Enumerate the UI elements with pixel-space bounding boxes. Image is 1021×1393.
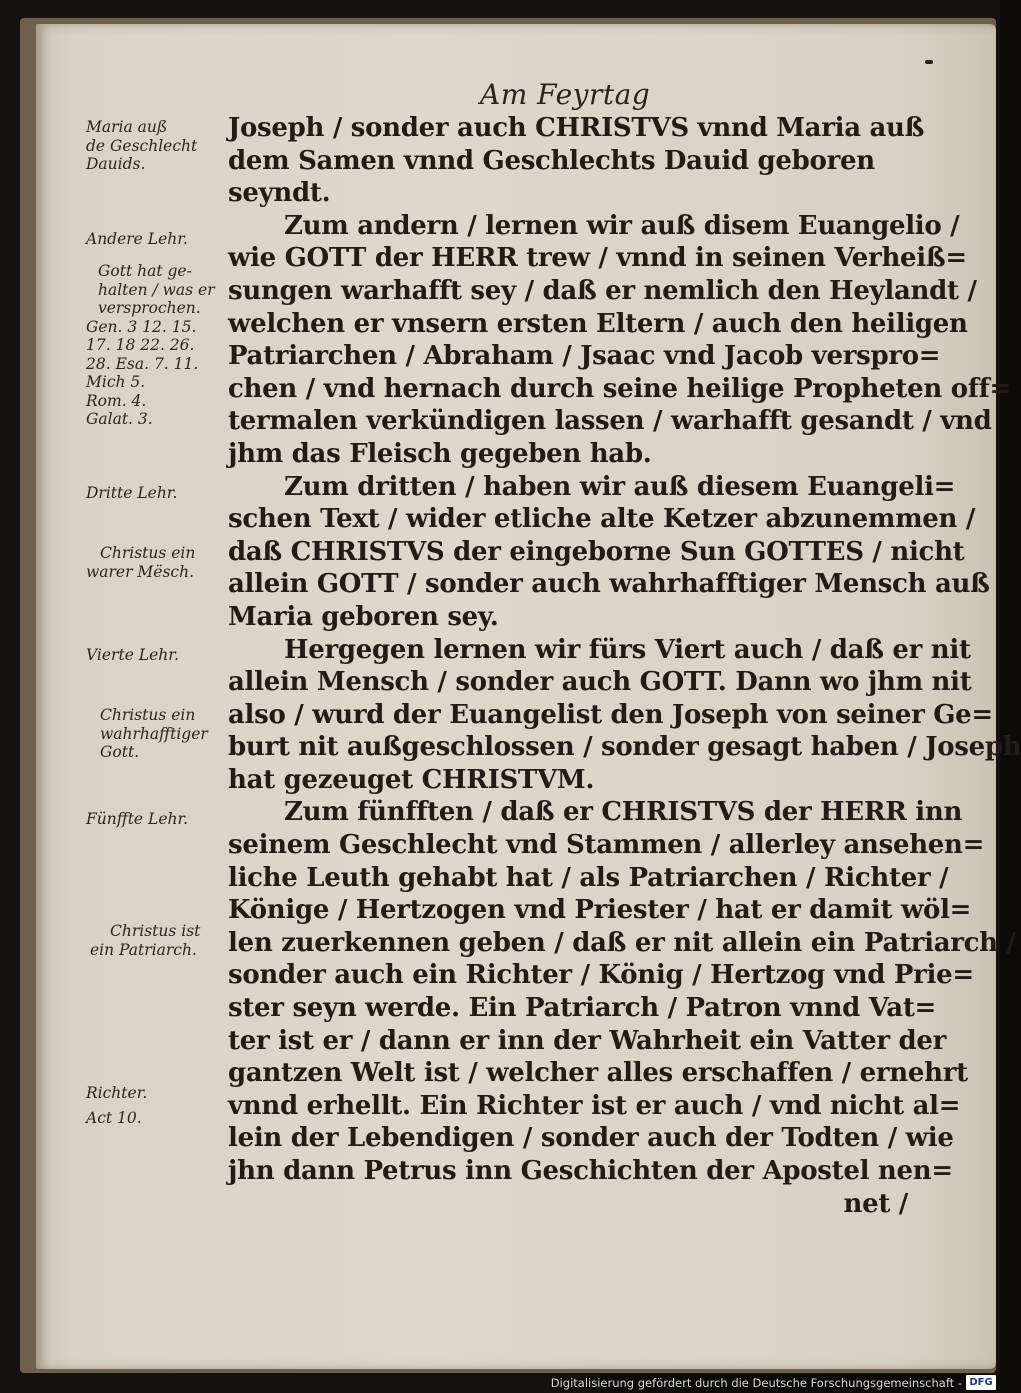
text-line: gantzen Welt ist / welcher alles erschaffen / ernehrt xyxy=(228,1058,968,1089)
text-line: Zum fünfften / daß er CHRISTVS der HERR inn xyxy=(284,797,963,828)
note-line: de Geschlecht xyxy=(86,136,198,155)
note-line: Dritte Lehr. xyxy=(86,484,178,502)
margin-note xyxy=(86,484,221,503)
text-line: lein der Lebendigen / sonder auch der Todten / wie xyxy=(228,1123,954,1154)
margin-note xyxy=(86,646,221,665)
text-line: jhm das Fleisch gegeben hab. xyxy=(228,438,652,469)
text-line: Könige / Hertzogen vnd Priester / hat er damit wöl= xyxy=(228,895,972,926)
note-line: Andere Lehr. xyxy=(86,230,188,248)
note-line: Vierte Lehr. xyxy=(86,646,179,664)
note-line: warer Mësch. xyxy=(86,562,195,581)
note-line: Galat. 3. xyxy=(86,410,153,428)
text-line: ter ist er / dann er inn der Wahrheit ein Vatter der xyxy=(228,1025,947,1056)
text-line: seyndt. xyxy=(228,178,331,209)
text-line: sonder auch ein Richter / König / Hertzog vnd Prie= xyxy=(228,960,974,991)
text-line: termalen verkündigen lassen / warhafft gesandt / vnd xyxy=(228,406,992,437)
margin-note xyxy=(86,262,233,429)
note-line: Rom. 4. xyxy=(86,391,147,410)
text-line: len zuerkennen geben / daß er nit allein ein Patriarch / xyxy=(228,927,1016,958)
margin-note xyxy=(86,230,221,249)
text-line: sungen warhafft sey / daß er nemlich den Heylandt / xyxy=(228,275,977,306)
text-line: also / wurd der Euangelist den Joseph von seiner Ge= xyxy=(228,699,993,730)
margin-note xyxy=(86,1084,221,1127)
text-line: Joseph / sonder auch CHRISTVS vnnd Maria auß xyxy=(228,113,925,143)
funding-credit: Digitalisierung gefördert durch die Deutsche Forschungsgemeinschaft - xyxy=(550,1376,962,1390)
note-line: Richter. xyxy=(86,1084,148,1102)
text-line: hat gezeuget CHRISTVM. xyxy=(228,764,595,795)
dfg-logo: DFG xyxy=(966,1375,996,1390)
note-line: Act 10. xyxy=(86,1108,142,1127)
note-line: Mich 5. xyxy=(86,373,146,391)
note-line: wahrhafftiger xyxy=(100,724,208,743)
note-line: Christus ein xyxy=(100,544,196,562)
catchword: net / xyxy=(843,1188,908,1219)
main-text-block xyxy=(228,112,1021,1220)
text-line: Hergegen lernen wir fürs Viert auch / daß er nit xyxy=(284,634,971,665)
margin-note xyxy=(86,922,245,959)
text-line: welchen er vnsern ersten Eltern / auch den heiligen xyxy=(228,308,968,339)
text-line: allein GOTT / sonder auch wahrhafftiger Mensch auß xyxy=(228,569,990,600)
note-line: Fünffte Lehr. xyxy=(86,810,189,828)
text-line: vnnd erhellt. Ein Richter ist er auch / vnd nicht al= xyxy=(228,1090,961,1121)
margin-note xyxy=(86,810,221,829)
text-line: liche Leuth gehabt hat / als Patriarchen / Richter / xyxy=(228,862,949,893)
note-line: Christus ist xyxy=(110,922,201,940)
note-line: Maria auß xyxy=(86,118,168,136)
text-line: Zum dritten / haben wir auß diesem Euangeli= xyxy=(284,471,956,502)
text-line: burt nit außgeschlossen / sonder gesagt haben / Joseph xyxy=(228,732,1021,763)
margin-note xyxy=(86,118,221,174)
note-line: ein Patriarch. xyxy=(90,940,197,959)
ink-mark xyxy=(925,60,933,64)
text-line: schen Text / wider etliche alte Ketzer abzunemmen / xyxy=(228,504,976,535)
text-line: Zum andern / lernen wir auß disem Euangelio / xyxy=(284,210,960,241)
note-line: halten / was er xyxy=(98,280,215,299)
margin-note xyxy=(86,706,235,762)
text-line: Patriarchen / Abraham / Jsaac vnd Jacob verspro= xyxy=(228,341,941,372)
text-line: ster seyn werde. Ein Patriarch / Patron vnnd Vat= xyxy=(228,993,937,1024)
text-line: wie GOTT der HERR trew / vnnd in seinen Verheiß= xyxy=(228,243,967,274)
note-line: 17. 18 22. 26. xyxy=(86,336,195,354)
text-line: allein Mensch / sonder auch GOTT. Dann wo jhm nit xyxy=(228,667,972,698)
note-line: Gen. 3 12. 15. xyxy=(86,317,197,336)
text-line: seinem Geschlecht vnd Stammen / allerley ansehen= xyxy=(228,830,985,861)
note-line: Dauids. xyxy=(86,155,146,173)
note-line: Gott hat ge- xyxy=(98,262,192,280)
text-line: dem Samen vnnd Geschlechts Dauid geboren xyxy=(228,145,875,176)
margin-note xyxy=(86,544,235,581)
text-line: jhn dann Petrus inn Geschichten der Apostel nen= xyxy=(228,1156,953,1186)
text-line: daß CHRISTVS der eingeborne Sun GOTTES / nicht xyxy=(228,536,965,567)
text-line: chen / vnd hernach durch seine heilige Propheten off= xyxy=(228,373,1011,404)
note-line: versprochen. xyxy=(98,299,201,317)
running-head: Am Feyrtag xyxy=(480,78,651,111)
note-line: Gott. xyxy=(100,743,140,761)
note-line: 28. Esa. 7. 11. xyxy=(86,354,199,373)
text-line: Maria geboren sey. xyxy=(228,601,499,632)
note-line: Christus ein xyxy=(100,706,196,724)
